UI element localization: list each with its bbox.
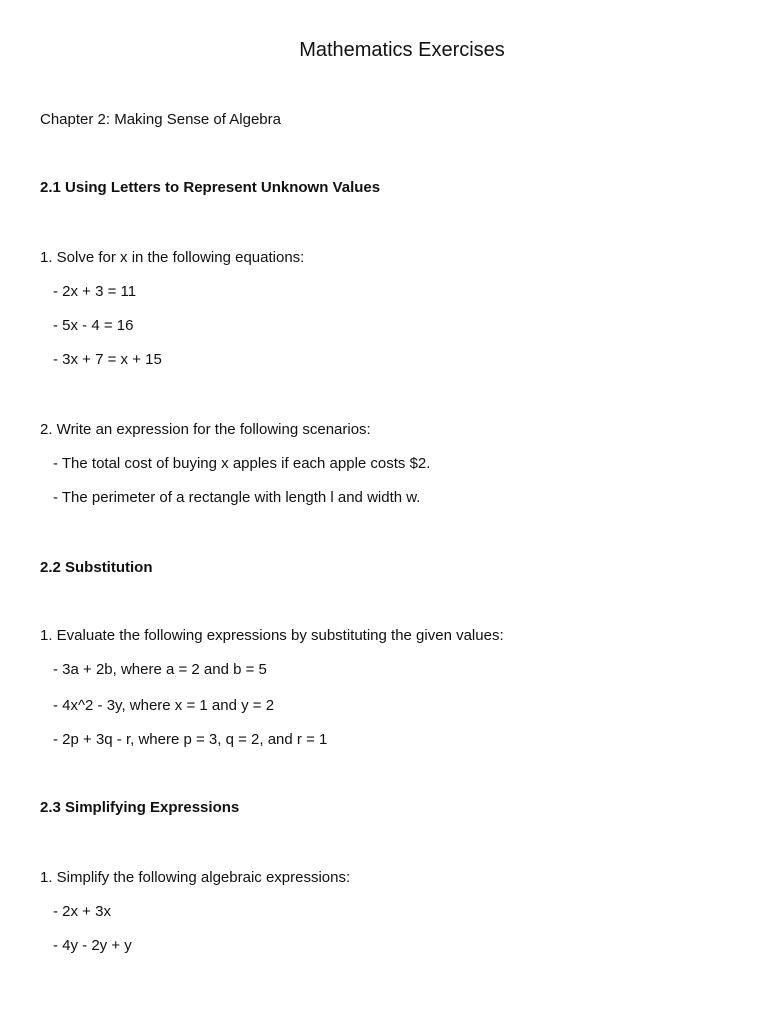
section-heading: 2.1 Using Letters to Represent Unknown Values <box>40 179 381 196</box>
question-item: - The perimeter of a rectangle with length l and width w. <box>53 489 421 506</box>
chapter-title: Chapter 2: Making Sense of Algebra <box>40 111 281 128</box>
question-item: - 3a + 2b, where a = 2 and b = 5 <box>53 661 267 678</box>
question-item: - 2x + 3x <box>53 903 111 920</box>
question-prompt: 2. Write an expression for the following scenarios: <box>40 421 371 438</box>
question-item: - 5x - 4 = 16 <box>53 317 134 334</box>
question-item: - 4x^2 - 3y, where x = 1 and y = 2 <box>53 697 275 714</box>
question-prompt: 1. Solve for x in the following equations: <box>40 249 305 266</box>
question-prompt: 1. Evaluate the following expressions by substituting the given values: <box>40 627 504 644</box>
document-title: Mathematics Exercises <box>299 39 505 61</box>
question-prompt: 1. Simplify the following algebraic expressions: <box>40 869 351 886</box>
question-item: - 2p + 3q - r, where p = 3, q = 2, and r = 1 <box>53 731 328 748</box>
question-item: - 2x + 3 = 11 <box>53 283 137 300</box>
question-item: - 3x + 7 = x + 15 <box>53 351 162 368</box>
question-item: - 4y - 2y + y <box>53 937 132 954</box>
question-item: - The total cost of buying x apples if each apple costs $2. <box>53 455 431 472</box>
section-heading: 2.2 Substitution <box>40 559 153 576</box>
section-heading: 2.3 Simplifying Expressions <box>40 799 240 816</box>
